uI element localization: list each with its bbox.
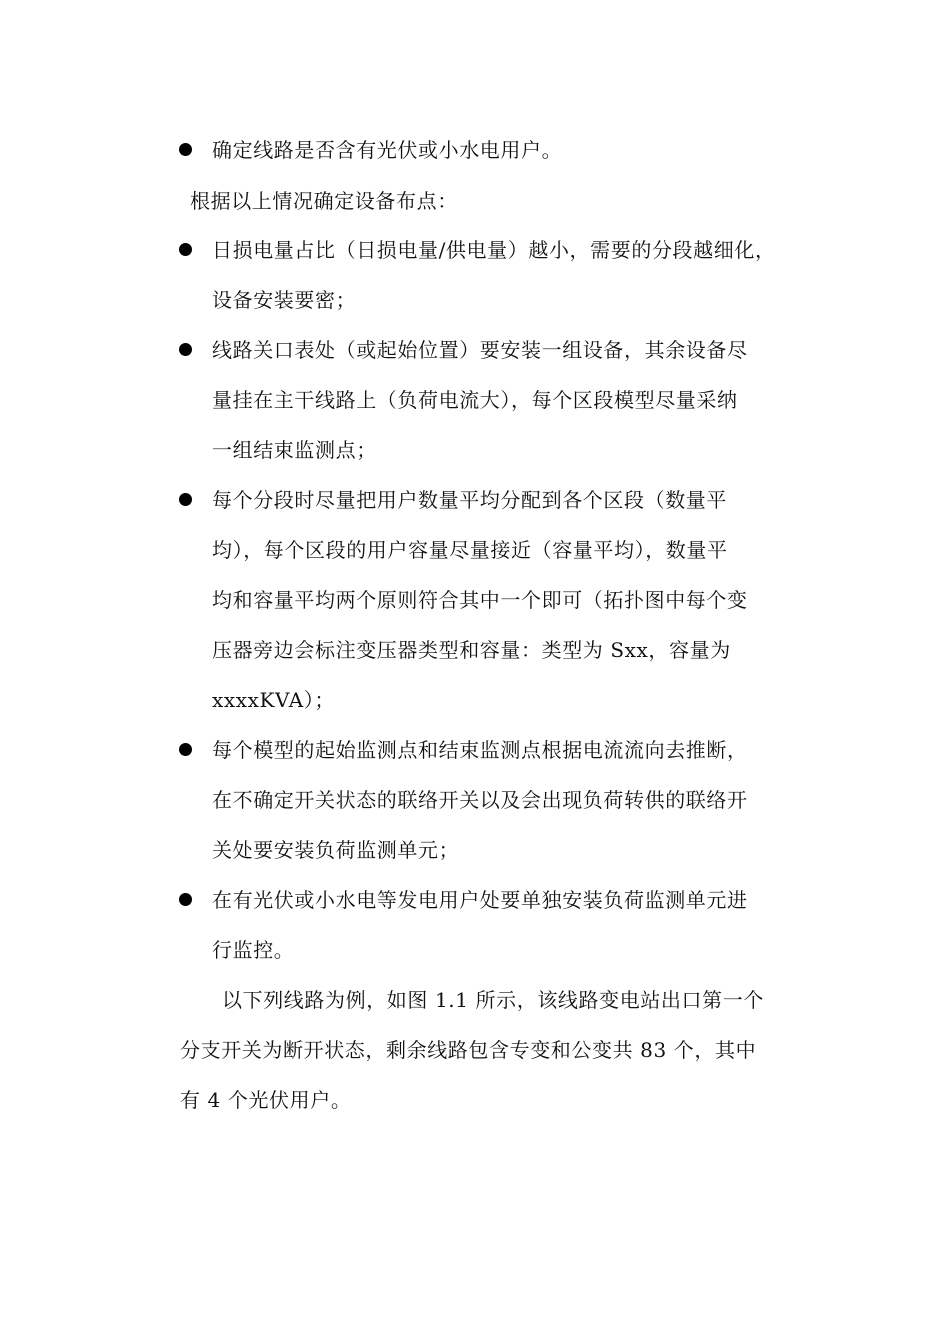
bullet-text-continuation: 均），每个区段的用户容量尽量接近（容量平均），数量平 — [212, 538, 728, 562]
bullet-icon — [179, 343, 192, 356]
bullet-text: 线路关口表处（或起始位置）要安装一组设备，其余设备尽 — [212, 338, 748, 362]
bullet-icon — [179, 243, 192, 256]
bullet-text-continuation: 量挂在主干线路上（负荷电流大），每个区段模型尽量采纳 — [212, 388, 738, 412]
bullet-text-continuation: 在不确定开关状态的联络开关以及会出现负荷转供的联络开 — [212, 788, 748, 812]
bullet-text: 每个分段时尽量把用户数量平均分配到各个区段（数量平 — [212, 488, 727, 512]
paragraph-line: 以下列线路为例，如图 1.1 所示，该线路变电站出口第一个 — [222, 988, 764, 1012]
bullet-text: 每个模型的起始监测点和结束监测点根据电流流向去推断， — [212, 738, 748, 762]
bullet-text-continuation: 均和容量平均两个原则符合其中一个即可（拓扑图中每个变 — [212, 588, 748, 612]
bullet-text-continuation: 压器旁边会标注变压器类型和容量：类型为 Sxx，容量为 — [212, 638, 731, 662]
bullet-text: 在有光伏或小水电等发电用户处要单独安装负荷监测单元进 — [212, 888, 748, 912]
paragraph-line: 有 4 个光伏用户。 — [180, 1088, 352, 1112]
bullet-icon — [179, 893, 192, 906]
bullet-text-continuation: 设备安装要密； — [212, 288, 357, 312]
bullet-text-continuation: xxxxKVA）； — [212, 688, 335, 712]
paragraph-line: 根据以上情况确定设备布点： — [190, 189, 458, 213]
bullet-icon — [179, 493, 192, 506]
bullet-text-continuation: 一组结束监测点； — [212, 438, 377, 462]
bullet-text-continuation: 关处要安装负荷监测单元； — [212, 838, 460, 862]
bullet-text: 确定线路是否含有光伏或小水电用户。 — [212, 138, 563, 162]
bullet-text: 日损电量占比（日损电量/供电量）越小，需要的分段越细化， — [212, 238, 776, 262]
bullet-icon — [179, 143, 192, 156]
paragraph-line: 分支开关为断开状态，剩余线路包含专变和公变共 83 个，其中 — [180, 1038, 757, 1062]
bullet-icon — [179, 743, 192, 756]
bullet-text-continuation: 行监控。 — [212, 938, 295, 962]
